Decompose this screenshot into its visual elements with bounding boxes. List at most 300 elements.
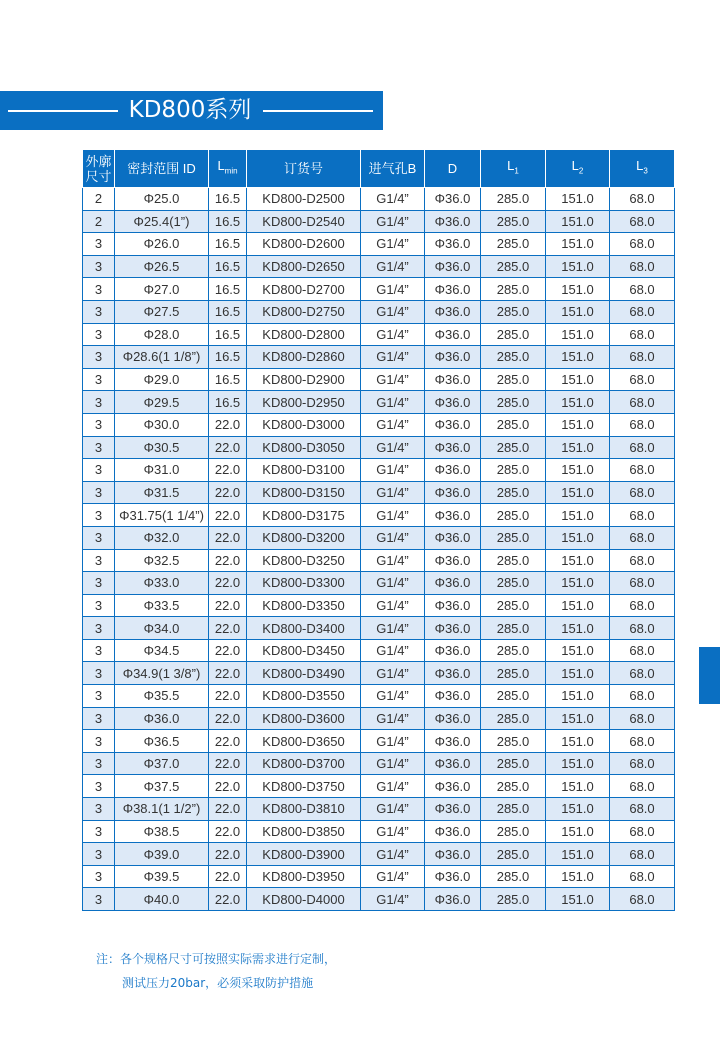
cell-outline-size: 3 [83,436,115,459]
cell-l2: 151.0 [546,278,610,301]
cell-inlet-b: G1/4” [361,820,425,843]
cell-l3: 68.0 [610,526,675,549]
cell-d: Φ36.0 [425,775,481,798]
cell-seal-range: Φ31.0 [115,459,209,482]
cell-l2: 151.0 [546,572,610,595]
cell-l1: 285.0 [481,346,546,369]
cell-outline-size: 3 [83,278,115,301]
cell-seal-range: Φ28.6(1 1/8”) [115,346,209,369]
table-row [83,662,675,685]
cell-l1: 285.0 [481,572,546,595]
banner-line-left [8,110,118,112]
cell-l3: 68.0 [610,572,675,595]
table-row [83,798,675,821]
cell-seal-range: Φ32.0 [115,526,209,549]
cell-d: Φ36.0 [425,549,481,572]
cell-seal-range: Φ40.0 [115,888,209,911]
cell-seal-range: Φ39.5 [115,865,209,888]
table-row [83,888,675,911]
cell-l3: 68.0 [610,300,675,323]
cell-outline-size: 3 [83,730,115,753]
table-row [83,255,675,278]
table-row [83,278,675,301]
cell-seal-range: Φ37.5 [115,775,209,798]
cell-l1: 285.0 [481,865,546,888]
cell-d: Φ36.0 [425,572,481,595]
table-row [83,617,675,640]
cell-l2: 151.0 [546,730,610,753]
cell-l1: 285.0 [481,504,546,527]
cell-lmin: 22.0 [209,685,247,708]
table-row [83,391,675,414]
table-row [83,459,675,482]
cell-d: Φ36.0 [425,526,481,549]
cell-l3: 68.0 [610,346,675,369]
header-l1: $L_1$ [481,150,546,188]
cell-d: Φ36.0 [425,188,481,211]
table-row [83,865,675,888]
cell-l3: 68.0 [610,775,675,798]
table-row [83,775,675,798]
cell-inlet-b: G1/4” [361,346,425,369]
cell-inlet-b: G1/4” [361,549,425,572]
header-inlet-b: 进气孔B [361,150,425,188]
cell-outline-size: 3 [83,639,115,662]
cell-inlet-b: G1/4” [361,233,425,256]
cell-lmin: 16.5 [209,233,247,256]
cell-outline-size: 3 [83,459,115,482]
cell-l3: 68.0 [610,617,675,640]
cell-inlet-b: G1/4” [361,843,425,866]
cell-l2: 151.0 [546,368,610,391]
cell-l2: 151.0 [546,639,610,662]
cell-order-no: KD800-D2800 [247,323,361,346]
cell-outline-size: 2 [83,210,115,233]
cell-lmin: 22.0 [209,865,247,888]
header-outline-size: 外廓尺寸 [83,150,115,188]
cell-l1: 285.0 [481,436,546,459]
cell-outline-size: 3 [83,323,115,346]
cell-lmin: 22.0 [209,481,247,504]
table-row [83,752,675,775]
cell-inlet-b: G1/4” [361,707,425,730]
cell-seal-range: Φ25.4(1”) [115,210,209,233]
cell-lmin: 16.5 [209,368,247,391]
cell-inlet-b: G1/4” [361,685,425,708]
cell-d: Φ36.0 [425,481,481,504]
cell-l1: 285.0 [481,707,546,730]
cell-lmin: 22.0 [209,639,247,662]
cell-order-no: KD800-D3950 [247,865,361,888]
header-lmin: $L_{min}$ [209,150,247,188]
cell-l3: 68.0 [610,843,675,866]
cell-d: Φ36.0 [425,368,481,391]
cell-lmin: 16.5 [209,255,247,278]
cell-l2: 151.0 [546,594,610,617]
cell-l2: 151.0 [546,300,610,323]
cell-inlet-b: G1/4” [361,730,425,753]
cell-d: Φ36.0 [425,233,481,256]
cell-seal-range: Φ34.9(1 3/8”) [115,662,209,685]
cell-d: Φ36.0 [425,504,481,527]
cell-d: Φ36.0 [425,820,481,843]
cell-l1: 285.0 [481,459,546,482]
cell-d: Φ36.0 [425,436,481,459]
cell-seal-range: Φ28.0 [115,323,209,346]
cell-l1: 285.0 [481,188,546,211]
cell-l1: 285.0 [481,391,546,414]
cell-lmin: 16.5 [209,210,247,233]
cell-outline-size: 3 [83,594,115,617]
cell-l1: 285.0 [481,662,546,685]
cell-l2: 151.0 [546,346,610,369]
cell-l1: 285.0 [481,820,546,843]
cell-seal-range: Φ31.5 [115,481,209,504]
header-d: D [425,150,481,188]
cell-order-no: KD800-D2650 [247,255,361,278]
cell-inlet-b: G1/4” [361,662,425,685]
cell-outline-size: 3 [83,685,115,708]
cell-d: Φ36.0 [425,210,481,233]
cell-inlet-b: G1/4” [361,526,425,549]
cell-seal-range: Φ30.5 [115,436,209,459]
side-tab-marker [699,647,720,704]
cell-seal-range: Φ33.5 [115,594,209,617]
table-row [83,549,675,572]
cell-seal-range: Φ30.0 [115,413,209,436]
cell-d: Φ36.0 [425,617,481,640]
cell-l2: 151.0 [546,617,610,640]
cell-seal-range: Φ36.5 [115,730,209,753]
cell-seal-range: Φ33.0 [115,572,209,595]
cell-l2: 151.0 [546,413,610,436]
cell-l1: 285.0 [481,255,546,278]
cell-seal-range: Φ38.1(1 1/2”) [115,798,209,821]
cell-order-no: KD800-D3550 [247,685,361,708]
cell-d: Φ36.0 [425,798,481,821]
cell-l1: 285.0 [481,481,546,504]
table-row [83,594,675,617]
series-banner [0,91,383,130]
cell-l2: 151.0 [546,323,610,346]
cell-l2: 151.0 [546,888,610,911]
cell-l3: 68.0 [610,888,675,911]
cell-inlet-b: G1/4” [361,481,425,504]
cell-d: Φ36.0 [425,323,481,346]
cell-l1: 285.0 [481,549,546,572]
cell-l1: 285.0 [481,798,546,821]
cell-lmin: 16.5 [209,346,247,369]
cell-l1: 285.0 [481,617,546,640]
cell-l1: 285.0 [481,888,546,911]
cell-l3: 68.0 [610,368,675,391]
cell-d: Φ36.0 [425,730,481,753]
cell-order-no: KD800-D3250 [247,549,361,572]
cell-d: Φ36.0 [425,865,481,888]
cell-order-no: KD800-D3050 [247,436,361,459]
cell-order-no: KD800-D2860 [247,346,361,369]
cell-l2: 151.0 [546,391,610,414]
cell-l2: 151.0 [546,685,610,708]
cell-seal-range: Φ39.0 [115,843,209,866]
cell-order-no: KD800-D3300 [247,572,361,595]
cell-l1: 285.0 [481,323,546,346]
cell-l3: 68.0 [610,639,675,662]
cell-outline-size: 3 [83,413,115,436]
cell-inlet-b: G1/4” [361,391,425,414]
cell-lmin: 22.0 [209,459,247,482]
cell-d: Φ36.0 [425,685,481,708]
cell-d: Φ36.0 [425,459,481,482]
cell-seal-range: Φ35.5 [115,685,209,708]
cell-inlet-b: G1/4” [361,459,425,482]
cell-l1: 285.0 [481,752,546,775]
cell-seal-range: Φ29.0 [115,368,209,391]
cell-seal-range: Φ38.5 [115,820,209,843]
cell-outline-size: 3 [83,572,115,595]
cell-l2: 151.0 [546,188,610,211]
cell-seal-range: Φ37.0 [115,752,209,775]
cell-inlet-b: G1/4” [361,504,425,527]
cell-seal-range: Φ32.5 [115,549,209,572]
cell-l1: 285.0 [481,368,546,391]
cell-l2: 151.0 [546,233,610,256]
cell-l3: 68.0 [610,685,675,708]
cell-l2: 151.0 [546,436,610,459]
cell-inlet-b: G1/4” [361,572,425,595]
cell-inlet-b: G1/4” [361,413,425,436]
table-row [83,707,675,730]
cell-l3: 68.0 [610,323,675,346]
cell-l1: 285.0 [481,526,546,549]
cell-d: Φ36.0 [425,662,481,685]
cell-order-no: KD800-D3400 [247,617,361,640]
table-row [83,685,675,708]
cell-lmin: 22.0 [209,617,247,640]
cell-inlet-b: G1/4” [361,617,425,640]
cell-seal-range: Φ27.0 [115,278,209,301]
cell-lmin: 22.0 [209,436,247,459]
cell-order-no: KD800-D4000 [247,888,361,911]
cell-l3: 68.0 [610,662,675,685]
cell-l1: 285.0 [481,413,546,436]
cell-l3: 68.0 [610,707,675,730]
cell-lmin: 22.0 [209,775,247,798]
banner-line-right [263,110,373,112]
cell-d: Φ36.0 [425,413,481,436]
cell-seal-range: Φ25.0 [115,188,209,211]
cell-d: Φ36.0 [425,594,481,617]
table-row [83,843,675,866]
cell-l2: 151.0 [546,481,610,504]
cell-outline-size: 3 [83,662,115,685]
cell-l2: 151.0 [546,865,610,888]
table-row [83,233,675,256]
cell-inlet-b: G1/4” [361,775,425,798]
cell-seal-range: Φ26.0 [115,233,209,256]
cell-l3: 68.0 [610,278,675,301]
cell-inlet-b: G1/4” [361,594,425,617]
cell-order-no: KD800-D2750 [247,300,361,323]
cell-seal-range: Φ31.75(1 1/4”) [115,504,209,527]
cell-order-no: KD800-D2540 [247,210,361,233]
cell-outline-size: 3 [83,888,115,911]
cell-l3: 68.0 [610,188,675,211]
cell-outline-size: 3 [83,843,115,866]
cell-outline-size: 3 [83,504,115,527]
cell-l3: 68.0 [610,481,675,504]
cell-inlet-b: G1/4” [361,752,425,775]
cell-outline-size: 3 [83,549,115,572]
cell-d: Φ36.0 [425,346,481,369]
cell-outline-size: 3 [83,617,115,640]
header-l2: $L_2$ [546,150,610,188]
cell-order-no: KD800-D3850 [247,820,361,843]
cell-order-no: KD800-D2700 [247,278,361,301]
cell-lmin: 22.0 [209,572,247,595]
cell-inlet-b: G1/4” [361,323,425,346]
cell-order-no: KD800-D3150 [247,481,361,504]
cell-inlet-b: G1/4” [361,255,425,278]
header-l3: $L_3$ [610,150,675,188]
cell-l1: 285.0 [481,594,546,617]
cell-lmin: 22.0 [209,504,247,527]
cell-d: Φ36.0 [425,300,481,323]
cell-d: Φ36.0 [425,752,481,775]
cell-seal-range: Φ36.0 [115,707,209,730]
cell-lmin: 16.5 [209,278,247,301]
cell-l2: 151.0 [546,504,610,527]
cell-seal-range: Φ34.5 [115,639,209,662]
cell-lmin: 22.0 [209,798,247,821]
cell-l3: 68.0 [610,233,675,256]
cell-d: Φ36.0 [425,255,481,278]
note-line-1: 注：各个规格尺寸可按照实际需求进行定制， [96,952,337,966]
table-row [83,413,675,436]
table-row [83,436,675,459]
cell-order-no: KD800-D3810 [247,798,361,821]
cell-outline-size: 3 [83,865,115,888]
cell-lmin: 16.5 [209,188,247,211]
cell-order-no: KD800-D3100 [247,459,361,482]
table-row [83,526,675,549]
cell-outline-size: 3 [83,820,115,843]
cell-l3: 68.0 [610,504,675,527]
cell-l3: 68.0 [610,255,675,278]
cell-l1: 285.0 [481,300,546,323]
cell-l2: 151.0 [546,752,610,775]
cell-inlet-b: G1/4” [361,865,425,888]
table-row [83,300,675,323]
cell-l1: 285.0 [481,685,546,708]
cell-d: Φ36.0 [425,707,481,730]
cell-seal-range: Φ26.5 [115,255,209,278]
cell-seal-range: Φ29.5 [115,391,209,414]
cell-outline-size: 3 [83,368,115,391]
table-row [83,639,675,662]
cell-order-no: KD800-D2950 [247,391,361,414]
cell-l2: 151.0 [546,662,610,685]
cell-seal-range: Φ34.0 [115,617,209,640]
cell-order-no: KD800-D3000 [247,413,361,436]
cell-outline-size: 3 [83,775,115,798]
cell-l3: 68.0 [610,752,675,775]
cell-lmin: 16.5 [209,391,247,414]
cell-lmin: 22.0 [209,662,247,685]
header-order-no: 订货号 [247,150,361,188]
cell-order-no: KD800-D3700 [247,752,361,775]
cell-outline-size: 3 [83,752,115,775]
cell-l1: 285.0 [481,843,546,866]
cell-d: Φ36.0 [425,391,481,414]
cell-l3: 68.0 [610,594,675,617]
cell-order-no: KD800-D3200 [247,526,361,549]
spec-table [82,149,675,911]
cell-outline-size: 3 [83,391,115,414]
cell-inlet-b: G1/4” [361,888,425,911]
cell-l2: 151.0 [546,843,610,866]
cell-l2: 151.0 [546,775,610,798]
cell-l3: 68.0 [610,210,675,233]
cell-lmin: 22.0 [209,413,247,436]
cell-lmin: 22.0 [209,843,247,866]
cell-inlet-b: G1/4” [361,798,425,821]
cell-outline-size: 3 [83,798,115,821]
table-body [83,188,675,911]
cell-order-no: KD800-D3350 [247,594,361,617]
cell-order-no: KD800-D2600 [247,233,361,256]
cell-order-no: KD800-D2900 [247,368,361,391]
cell-l2: 151.0 [546,798,610,821]
table-row [83,210,675,233]
cell-l3: 68.0 [610,820,675,843]
cell-outline-size: 3 [83,300,115,323]
cell-seal-range: Φ27.5 [115,300,209,323]
table-row [83,481,675,504]
cell-l1: 285.0 [481,278,546,301]
cell-l2: 151.0 [546,549,610,572]
table-row [83,504,675,527]
cell-outline-size: 3 [83,346,115,369]
table-row [83,730,675,753]
cell-order-no: KD800-D3900 [247,843,361,866]
cell-l3: 68.0 [610,413,675,436]
cell-l2: 151.0 [546,707,610,730]
cell-d: Φ36.0 [425,843,481,866]
cell-l2: 151.0 [546,255,610,278]
cell-lmin: 22.0 [209,888,247,911]
cell-l1: 285.0 [481,233,546,256]
cell-lmin: 22.0 [209,730,247,753]
series-title: KD800系列 [128,97,252,123]
cell-d: Φ36.0 [425,639,481,662]
header-seal-range: 密封范围 ID [115,150,209,188]
table-row [83,368,675,391]
cell-order-no: KD800-D3490 [247,662,361,685]
cell-inlet-b: G1/4” [361,300,425,323]
cell-outline-size: 3 [83,526,115,549]
cell-lmin: 16.5 [209,323,247,346]
cell-outline-size: 3 [83,481,115,504]
cell-l2: 151.0 [546,210,610,233]
cell-inlet-b: G1/4” [361,368,425,391]
cell-l2: 151.0 [546,820,610,843]
table-row [83,323,675,346]
cell-d: Φ36.0 [425,888,481,911]
cell-lmin: 22.0 [209,707,247,730]
cell-l1: 285.0 [481,210,546,233]
cell-l1: 285.0 [481,730,546,753]
